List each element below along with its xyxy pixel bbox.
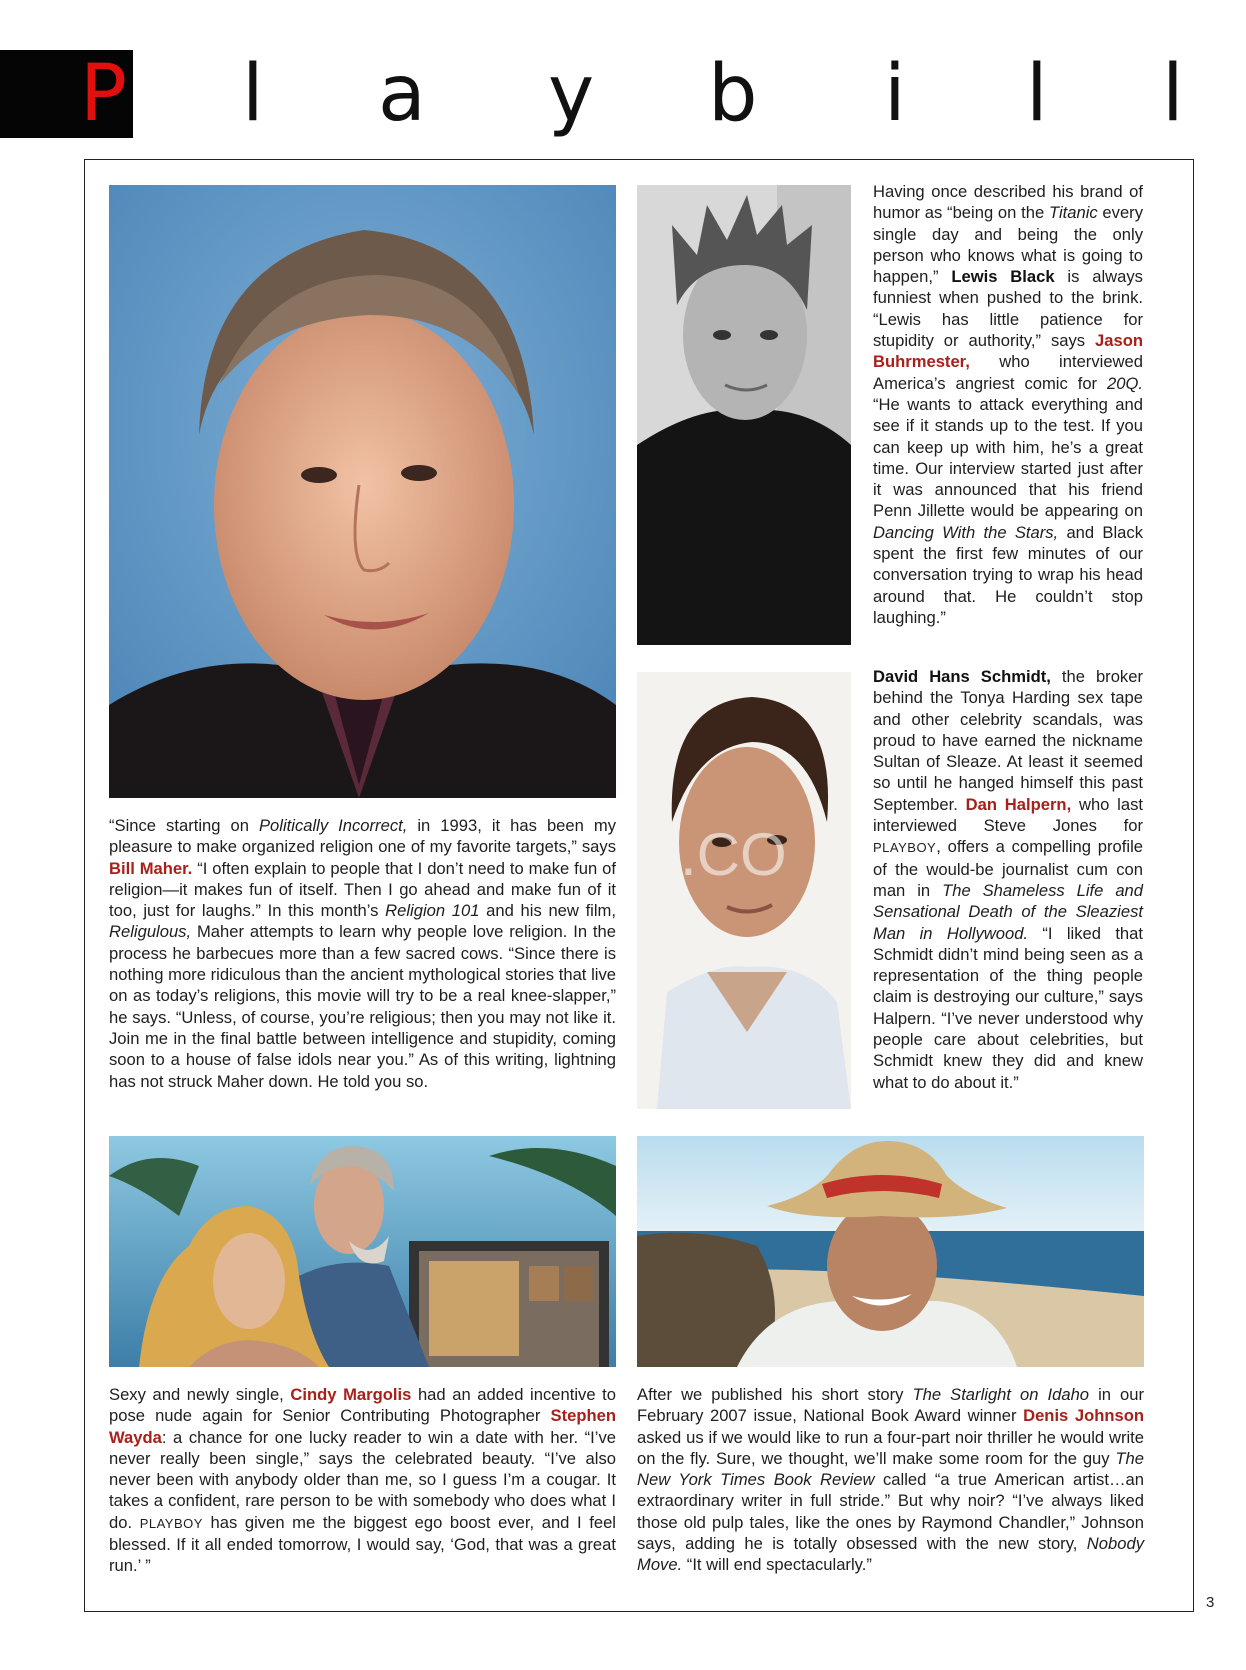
photo-bill-maher: [109, 185, 616, 798]
contributor-name: Stephen Wayda: [109, 1406, 616, 1447]
text-segment: has given me the biggest ego boost ever, and I feel blessed. If it all ended tomorrow, I would say, ‘God, that was a great run.’ ”: [109, 1512, 616, 1576]
subject-name: Lewis Black: [951, 267, 1055, 287]
header-letter-p: P: [80, 49, 128, 139]
article-blurb-maher: [109, 815, 616, 1092]
ship-title: Titanic: [1048, 203, 1098, 223]
header-letter-y: y: [548, 49, 595, 139]
article-title: The Shameless Life and Sensational Death of the Sleaziest Man in Hollywood.: [873, 880, 1144, 943]
text-segment: “I liked that Schmidt didn’t mind being seen as a representation of the thing people claim is destroying our culture,” says Halpern. “I’ve never understood why people care about celebrities, but Schmidt knew they did and knew what to do about it.”: [873, 923, 1144, 1092]
text-segment: who last interviewed Steve Jones for: [873, 794, 1144, 836]
publication-title: The New York Times Book Review: [637, 1448, 1144, 1490]
text-segment: is always funniest when pushed to the brink. “Lewis has little patience for stupidity or authority,” says: [873, 267, 1143, 351]
text-segment: asked us if we would like to run a four-part noir thriller he would write on the fly. Sure, we thought, we’ll make some room for the guy: [637, 1427, 1144, 1468]
header-letter-a: a: [378, 49, 426, 139]
magazine-name: PLAYBOY: [139, 1515, 203, 1531]
text-segment: After we published his short story: [637, 1385, 913, 1404]
text-segment: the broker behind the Tonya Harding sex tape and other celebrity scandals, was proud to have earned the nickname Sultan of Sleaze. At least it seemed so until he hanged himself this past September.: [873, 667, 1143, 814]
text-segment: who interviewed America’s angriest comic for: [873, 352, 1143, 393]
contributor-name: Dan Halpern,: [965, 794, 1072, 814]
watermark: .CO: [680, 821, 787, 888]
text-segment: Maher attempts to learn why people love religion. In the process he barbecues more than a few sacred cows. “Since there is nothing more ridiculous than the ancient mythological stories that live on as today’s religions, this movie will try to be a real knee-slapper,” he says. “Unless, of course, you’re religious; then you may not like it. Join me in the final battle between intelligence and stupidity, coming soon to a house of false idols near you.” As of this writing, lightning has not struck Maher down. He told you so.: [109, 922, 616, 1091]
show-title: Dancing With the Stars,: [873, 522, 1059, 542]
header-letter-l3: l: [1162, 49, 1184, 139]
contributor-name: Jason Buhrmester,: [873, 331, 1143, 372]
text-segment: “I often explain to people that I don’t need to make fun of religion—it makes fun of itself. Then I go ahead and make fun of it too, just for laughs.” In this month’s: [109, 858, 616, 921]
novel-title: Nobody Move.: [637, 1534, 1144, 1575]
header-letter-l2: l: [1026, 49, 1048, 139]
text-segment: and his new film,: [479, 901, 616, 921]
film-title: Religulous,: [109, 922, 192, 942]
subject-name: Cindy Margolis: [290, 1385, 412, 1404]
text-segment: in 1993, it has been my pleasure to make organized religion one of my favorite targets,” says: [109, 816, 617, 857]
article-blurb-johnson: [637, 1384, 1144, 1576]
contributor-name: Bill Maher.: [109, 858, 193, 878]
photo-jason-buhrmester: [637, 185, 851, 645]
text-segment: had an added incentive to pose nude again for Senior Contributing Photographer: [109, 1385, 616, 1426]
text-segment: called “a true American artist…an extraordinary writer in full stride.” But why noir? “I’ve always liked those old pulp tales, like the ones by Raymond Chandler,” Johnson says, adding he is totally obsessed with the new story,: [637, 1470, 1144, 1554]
story-title: The Starlight on Idaho: [912, 1385, 1090, 1404]
text-segment: , offers a compelling profile of the would-be journalist cum con man in: [873, 837, 1143, 900]
show-title: Politically Incorrect,: [258, 816, 408, 835]
header-letter-l1: l: [242, 49, 264, 139]
subject-name: David Hans Schmidt,: [873, 667, 1051, 686]
text-segment: and Black spent the first few minutes of our conversation trying to wrap his head around that. He couldn’t stop laughing.”: [873, 522, 1143, 627]
text-segment: “He wants to attack everything and see if it stands up to the test. If you can keep up with him, he’s a great time. Our interview started just after it was announced that his friend Penn Jillette would be appearing on: [873, 394, 1143, 521]
feature-title: 20Q.: [1107, 373, 1143, 393]
header-letter-i: i: [884, 49, 906, 139]
article-blurb-margolis: [109, 1384, 616, 1577]
text-segment: “Since starting on: [109, 816, 259, 835]
text-segment: “It will end spectacularly.”: [682, 1555, 872, 1575]
text-segment: Having once described his brand of humor as “being on the: [873, 182, 1143, 223]
article-title: Religion 101: [385, 901, 480, 921]
magazine-name: PLAYBOY: [873, 840, 937, 856]
photo-denis-johnson: [637, 1136, 1144, 1367]
text-segment: : a chance for one lucky reader to win a date with her. “I’ve never really been single,” says the celebrated beauty. “I’ve also never been with anybody older than me, so I guess I’m a cougar. It takes a confident, rare person to be with somebody who does what I do.: [109, 1427, 616, 1532]
article-blurb-halpern: [873, 666, 1143, 1093]
text-segment: Sexy and newly single,: [109, 1385, 291, 1404]
photo-dan-halpern: [637, 672, 851, 1109]
photo-cindy-margolis: [109, 1136, 616, 1367]
article-blurb-buhrmester: [873, 181, 1143, 628]
text-segment: in our February 2007 issue, National Book Award winner: [637, 1385, 1144, 1426]
header-letter-b: b: [708, 49, 758, 139]
contributor-name: Denis Johnson: [1023, 1406, 1144, 1426]
page-number: 3: [1206, 1594, 1215, 1611]
text-segment: every single day and being the only person who knows what is going to happen,”: [873, 203, 1144, 287]
